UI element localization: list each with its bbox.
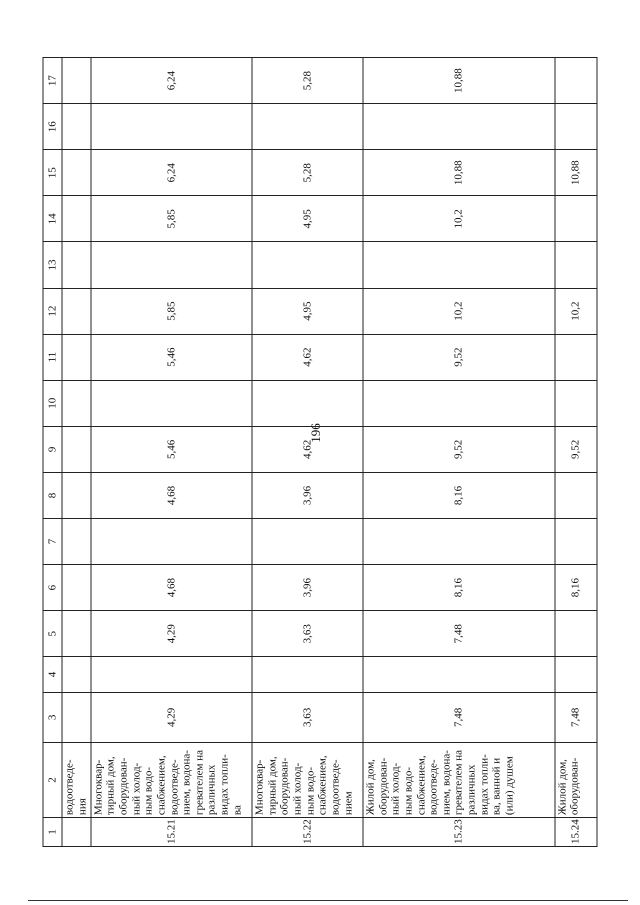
value-cell xyxy=(555,104,597,150)
value-cell: 4,68 xyxy=(91,565,252,611)
page-number: 196 xyxy=(308,423,323,443)
value-cell xyxy=(363,242,555,288)
header-cell: 4 xyxy=(43,657,62,692)
value-cell: 4,29 xyxy=(91,611,252,657)
value-cell xyxy=(91,519,252,565)
value-cell: 4,68 xyxy=(91,472,252,518)
value-cell xyxy=(252,519,363,565)
code-cell: 15.22 xyxy=(252,818,363,847)
header-cell: 8 xyxy=(43,472,62,518)
value-cell: 7,48 xyxy=(363,692,555,742)
header-cell: 17 xyxy=(43,58,62,104)
header-cell: 15 xyxy=(43,150,62,196)
header-cell: 7 xyxy=(43,519,62,565)
value-cell: 10,88 xyxy=(555,150,597,196)
value-cell: 9,52 xyxy=(363,334,555,380)
value-cell: 10,2 xyxy=(555,288,597,334)
value-cell: 8,16 xyxy=(555,565,597,611)
value-cell xyxy=(363,657,555,692)
header-cell: 11 xyxy=(43,334,62,380)
value-cell: 4,62 xyxy=(252,426,363,472)
value-cell xyxy=(252,380,363,426)
value-cell: 6,24 xyxy=(91,58,252,104)
value-cell: 4,29 xyxy=(91,692,252,742)
value-cell: 3,63 xyxy=(252,611,363,657)
value-cell: 3,63 xyxy=(252,692,363,742)
value-cell: 6,24 xyxy=(91,150,252,196)
value-cell: 4,62 xyxy=(252,334,363,380)
value-cell: 10,2 xyxy=(363,288,555,334)
value-cell: 5,46 xyxy=(91,334,252,380)
table-row xyxy=(91,58,252,847)
value-cell xyxy=(363,519,555,565)
value-cell xyxy=(555,380,597,426)
header-cell: 6 xyxy=(43,565,62,611)
value-cell: 10,2 xyxy=(363,196,555,242)
page-bottom-rule xyxy=(28,900,628,901)
value-cell: 8,16 xyxy=(363,565,555,611)
value-cell xyxy=(555,196,597,242)
value-cell: 7,48 xyxy=(555,692,597,742)
value-cell xyxy=(555,58,597,104)
code-cell: 15.23 xyxy=(363,818,555,847)
header-row xyxy=(43,58,62,847)
value-cell xyxy=(252,657,363,692)
code-cell: 15.24 xyxy=(555,818,597,847)
description-cell: Жилой дом, оборудован- xyxy=(555,743,597,818)
value-cell xyxy=(555,242,597,288)
tariff-table-rotated xyxy=(43,57,598,847)
value-cell xyxy=(555,472,597,518)
table-row xyxy=(363,58,555,847)
description-cell: Многоквар-тирный дом, оборудован-ный холод-ным водо-снабжением, водоотведе-нием, водона-гревателем на различных видах топли-ва xyxy=(91,743,252,818)
value-cell: 10,88 xyxy=(363,58,555,104)
value-cell xyxy=(555,519,597,565)
value-cell xyxy=(91,242,252,288)
header-cell: 10 xyxy=(43,380,62,426)
value-cell xyxy=(555,334,597,380)
value-cell: 5,85 xyxy=(91,196,252,242)
value-cell: 5,28 xyxy=(252,150,363,196)
value-cell xyxy=(91,380,252,426)
value-cell: 10,88 xyxy=(363,150,555,196)
description-cell: Многоквар-тирный дом, оборудован-ный холод-ным водо-снабжением, водоотведе-нием xyxy=(252,743,363,818)
value-cell xyxy=(91,657,252,692)
header-cell: 2 xyxy=(43,743,62,818)
header-cell: 16 xyxy=(43,104,62,150)
value-cell xyxy=(252,242,363,288)
value-cell xyxy=(555,611,597,657)
value-cell: 3,96 xyxy=(252,565,363,611)
value-cell xyxy=(252,104,363,150)
value-cell: 4,95 xyxy=(252,196,363,242)
table-row xyxy=(555,58,597,847)
header-cell: 13 xyxy=(43,242,62,288)
table-row xyxy=(62,58,91,847)
value-cell: 4,95 xyxy=(252,288,363,334)
header-cell: 9 xyxy=(43,426,62,472)
value-cell: 8,16 xyxy=(363,472,555,518)
header-cell: 14 xyxy=(43,196,62,242)
tariff-table xyxy=(43,57,598,847)
value-cell: 5,46 xyxy=(91,426,252,472)
description-cell: Жилой дом, оборудован-ный холод-ным водо-снабжением, водоотведе-нием, водона-гревателем на различных видах топли-ва, ванной и (или) душем xyxy=(363,743,555,818)
code-cell: 15.21 xyxy=(91,818,252,847)
value-cell: 3,96 xyxy=(252,472,363,518)
header-cell: 1 xyxy=(43,818,62,847)
value-cell: 5,85 xyxy=(91,288,252,334)
value-cell xyxy=(363,380,555,426)
value-cell xyxy=(555,657,597,692)
value-cell: 9,52 xyxy=(363,426,555,472)
value-cell: 9,52 xyxy=(555,426,597,472)
value-cell xyxy=(91,104,252,150)
header-cell: 3 xyxy=(43,692,62,742)
table-row xyxy=(252,58,363,847)
value-cell: 5,28 xyxy=(252,58,363,104)
value-cell: 7,48 xyxy=(363,611,555,657)
header-cell: 12 xyxy=(43,288,62,334)
description-cell: водоотведе-ния xyxy=(62,743,91,818)
header-cell: 5 xyxy=(43,611,62,657)
value-cell xyxy=(363,104,555,150)
